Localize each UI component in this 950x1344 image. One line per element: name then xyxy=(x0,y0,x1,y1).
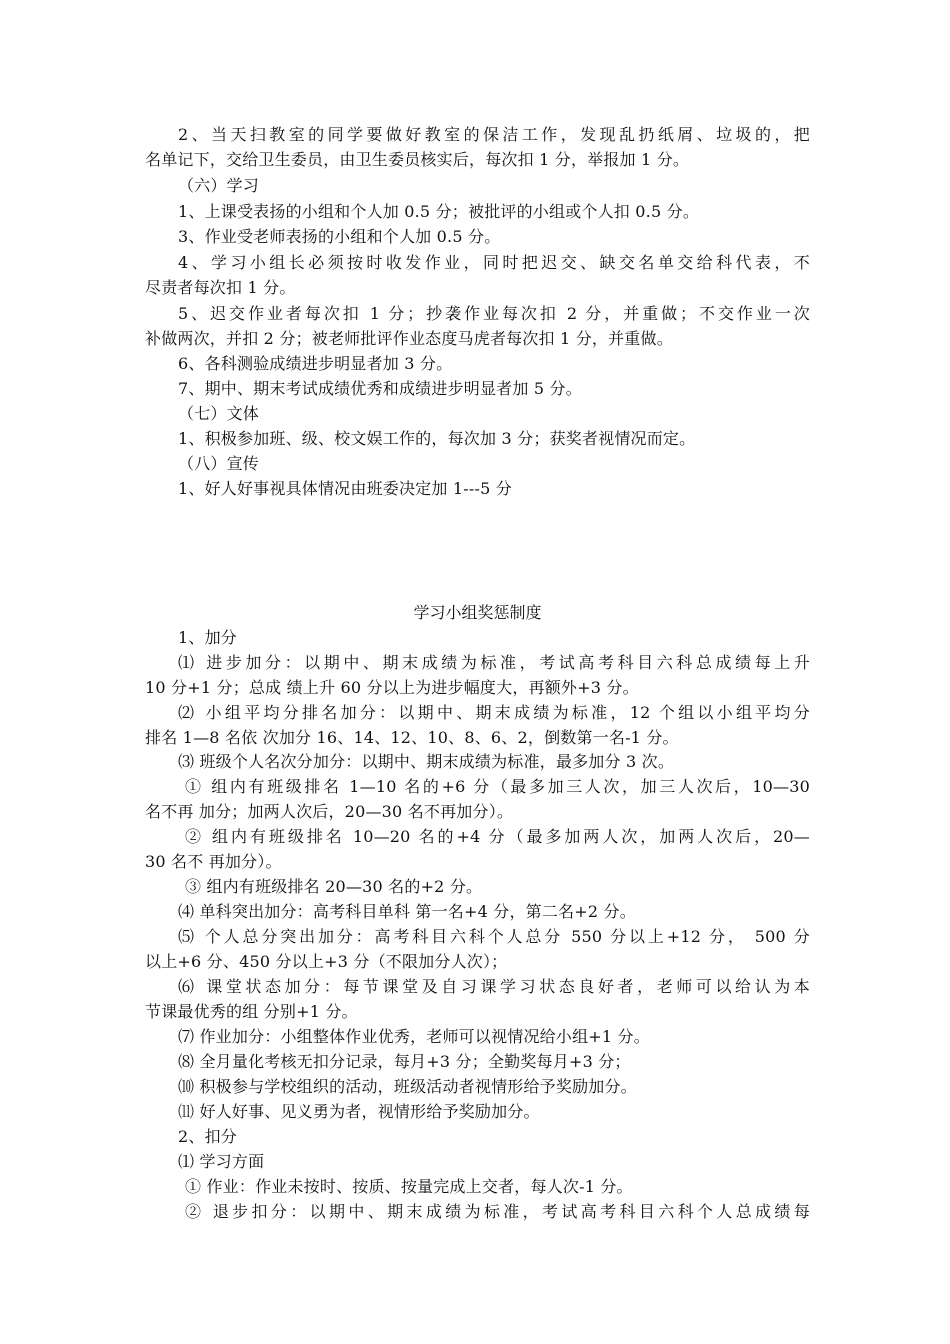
paragraph-line: 节课最优秀的组 分别+1 分。 xyxy=(145,1002,358,1021)
paragraph-line: ② 组内有班级排名 10—20 名的+4 分（最多加两人次，加两人次后，20— xyxy=(185,827,810,846)
paragraph-line: ③ 组内有班级排名 20—30 名的+2 分。 xyxy=(185,877,483,896)
subheading-study-aspect: ⑴ 学习方面 xyxy=(178,1152,265,1171)
paragraph-line: ⑹ 课堂状态加分：每节课堂及自习课学习状态良好者，老师可以给认为本 xyxy=(178,977,810,996)
subheading-deduct-points: 2、扣分 xyxy=(178,1127,237,1146)
paragraph-line: ⑽ 积极参与学校组织的活动，班级活动者视情形给予奖励加分。 xyxy=(178,1077,637,1096)
paragraph-line: ⑻ 全月量化考核无扣分记录，每月+3 分；全勤奖每月+3 分； xyxy=(178,1052,631,1071)
paragraph-line: 排名 1—8 名依 次加分 16、14、12、10、8、6、2，倒数第一名-1 分。 xyxy=(145,728,679,747)
paragraph-line: 1、上课受表扬的小组和个人加 0.5 分；被批评的小组或个人扣 0.5 分。 xyxy=(178,202,700,221)
paragraph-line: 30 名不 再加分）。 xyxy=(145,852,282,871)
paragraph-line: 7、期中、期末考试成绩优秀和成绩进步明显者加 5 分。 xyxy=(178,379,582,398)
paragraph-line: 名不再 加分；加两人次后，20—30 名不再加分）。 xyxy=(145,802,514,821)
paragraph-line: 1、好人好事视具体情况由班委决定加 1---5 分 xyxy=(178,479,512,498)
paragraph-line: 尽责者每次扣 1 分。 xyxy=(145,278,296,297)
paragraph-line: ⑶ 班级个人名次分加分：以期中、期末成绩为标准，最多加分 3 次。 xyxy=(178,752,675,771)
paragraph-line: ① 组内有班级排名 1—10 名的+6 分（最多加三人次，加三人次后，10—30 xyxy=(185,777,810,796)
paragraph-line: ⑺ 作业加分：小组整体作业优秀，老师可以视情况给小组+1 分。 xyxy=(178,1027,650,1046)
paragraph-line: ⑵ 小组平均分排名加分：以期中、期末成绩为标准，12 个组以小组平均分 xyxy=(178,703,810,722)
paragraph-line: 5、迟交作业者每次扣 1 分；抄袭作业每次扣 2 分，并重做；不交作业一次 xyxy=(178,304,810,323)
subheading-sports: （七）文体 xyxy=(178,404,260,423)
paragraph-line: ⑾ 好人好事、见义勇为者，视情形给予奖励加分。 xyxy=(178,1102,540,1121)
paragraph-line: 补做两次，并扣 2 分；被老师批评作业态度马虎者每次扣 1 分，并重做。 xyxy=(145,329,673,348)
paragraph-line: ① 作业：作业未按时、按质、按量完成上交者，每人次-1 分。 xyxy=(185,1177,633,1196)
paragraph-line: 10 分+1 分；总成 绩上升 60 分以上为进步幅度大，再额外+3 分。 xyxy=(145,678,639,697)
paragraph-line: ② 退步扣分：以期中、期末成绩为标准，考试高考科目六科个人总成绩每 xyxy=(185,1202,810,1221)
paragraph-line: 4、学习小组长必须按时收发作业，同时把迟交、缺交名单交给科代表，不 xyxy=(178,253,810,272)
paragraph-line: ⑸ 个人总分突出加分：高考科目六科个人总分 550 分以上+12 分， 500 分 xyxy=(178,927,810,946)
paragraph-line: 以上+6 分、450 分以上+3 分（不限加分人次）； xyxy=(145,952,508,971)
paragraph-line: 3、作业受老师表扬的小组和个人加 0.5 分。 xyxy=(178,227,501,246)
subheading-publicity: （八）宣传 xyxy=(178,454,260,473)
subheading-study: （六）学习 xyxy=(178,176,260,195)
paragraph-line: ⑴ 进步加分：以期中、期末成绩为标准，考试高考科目六科总成绩每上升 xyxy=(178,653,810,672)
paragraph-line: ⑷ 单科突出加分：高考科目单科 第一名+4 分，第二名+2 分。 xyxy=(178,902,636,921)
paragraph-line: 名单记下，交给卫生委员，由卫生委员核实后，每次扣 1 分，举报加 1 分。 xyxy=(145,150,690,169)
paragraph-line: 6、各科测验成绩进步明显者加 3 分。 xyxy=(178,354,453,373)
paragraph-line: 2、当天扫教室的同学要做好教室的保洁工作，发现乱扔纸屑、垃圾的，把 xyxy=(178,125,810,144)
subheading-add-points: 1、加分 xyxy=(178,628,237,647)
paragraph-line: 1、积极参加班、级、校文娱工作的，每次加 3 分；获奖者视情况而定。 xyxy=(178,429,696,448)
section-title: 学习小组奖惩制度 xyxy=(413,603,542,622)
